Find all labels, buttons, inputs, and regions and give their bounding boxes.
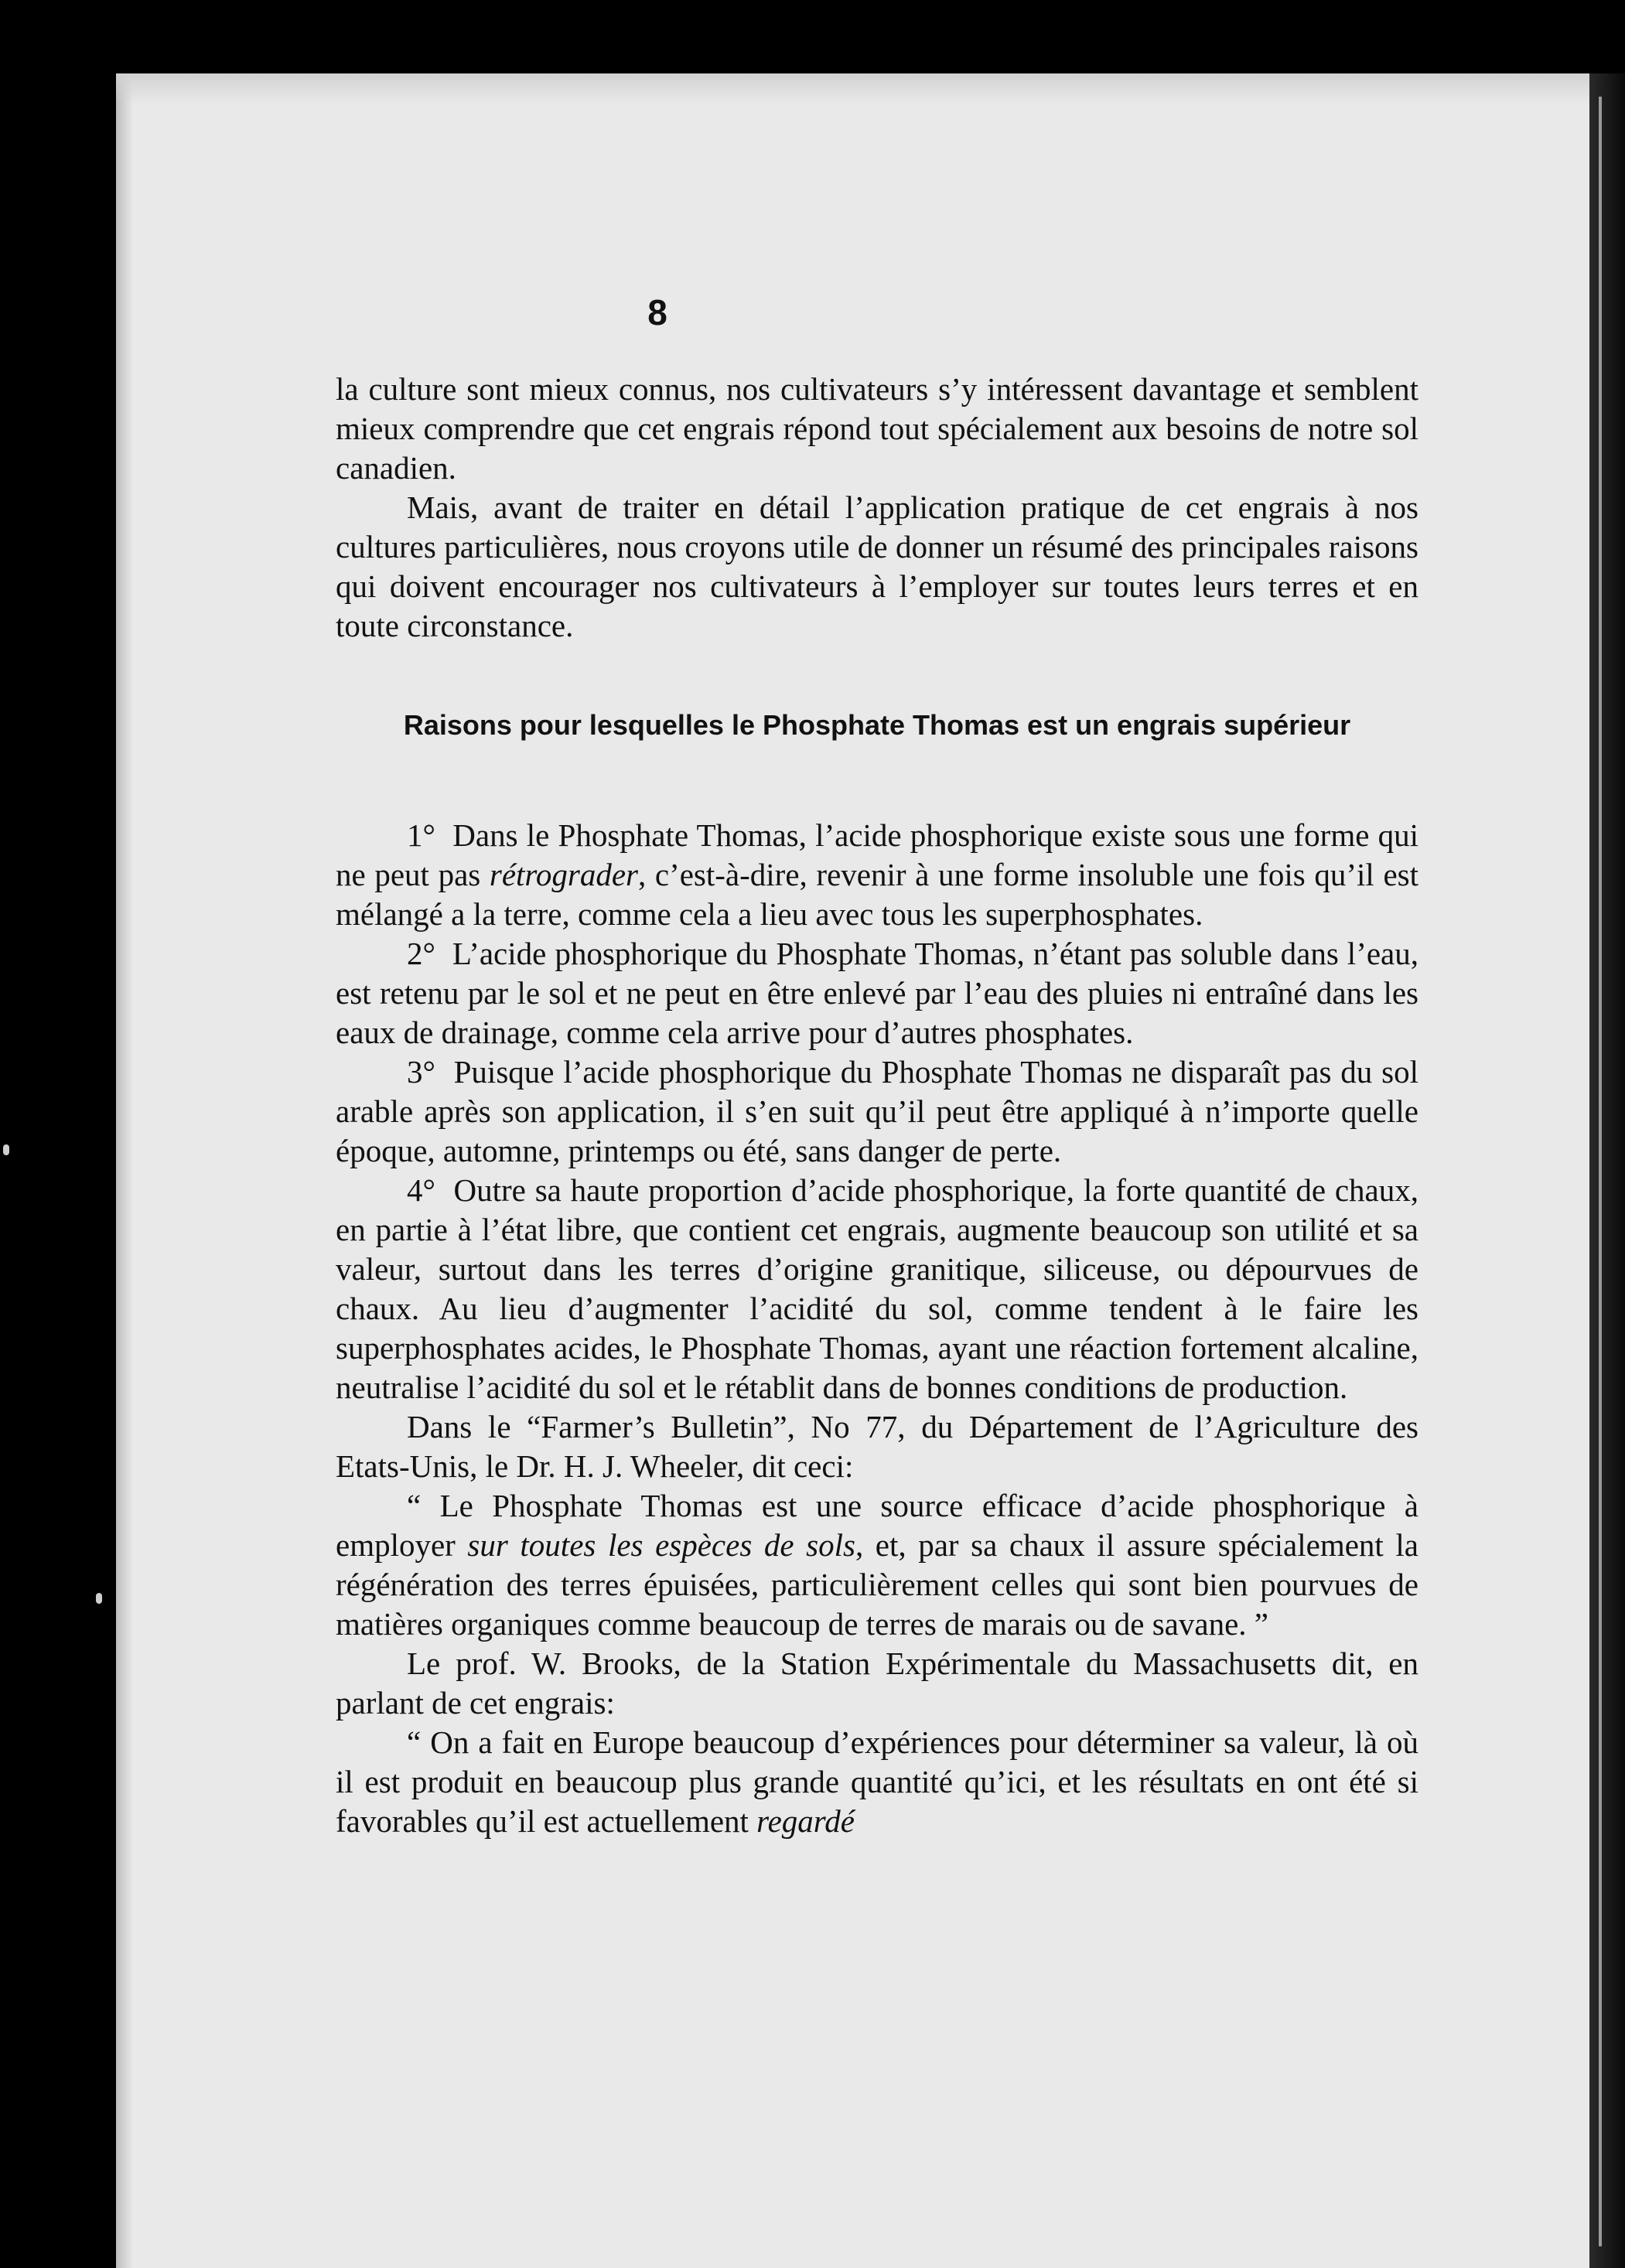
reason-text: L’acide phosphorique du Phosphate Thomas, n’étant pas soluble dans l’eau, est retenu par le sol et ne peut en être enlevé par l’eau des pluies ni entraîné dans les eaux de drainage, comme cela arrive pour d’autres phosphates. [336, 936, 1418, 1050]
brooks-intro: Le prof. W. Brooks, de la Station Expérimentale du Massachusetts dit, en parlant de cet engrais: [336, 1646, 1418, 1721]
page-binding-shadow [116, 73, 133, 2268]
reason-item [336, 1052, 1418, 1171]
reason-text: Outre sa haute proportion d’acide phosphorique, la forte quantité de chaux, en partie à l’état libre, que contient cet engrais, augmente beaucoup son utilité et sa valeur, surtout dans les terres d’origine granitique, siliceuse, ou dépourvues de chaux. Au lieu d’augmenter l’acidité du sol, comme tendent à le faire les superphosphates acides, le Phosphate Thomas, ayant une réaction fortement alcaline, neutralise l’acidité du sol et le rétablit dans de bonnes conditions de production. [336, 1172, 1418, 1405]
wheeler-intro: Dans le “Farmer’s Bulletin”, No 77, du Département de l’Agriculture des Etats-Unis, le Dr. H. J. Wheeler, dit ceci: [336, 1409, 1418, 1484]
quote-emphasis: regardé [756, 1803, 855, 1839]
reasons-section [336, 816, 1418, 1841]
reason-text: , c’est-à-dire, revenir à une forme insoluble une fois qu’il est mélangé a la terre, comme cela a lieu avec tous les superphosphates. [336, 857, 1418, 932]
reason-text: Dans le Phosphate Thomas, l’acide phosphorique existe sous une forme qui ne peut pas [336, 817, 1418, 892]
quote-emphasis: sur toutes les espèces de sols [467, 1527, 855, 1563]
reason-number: 1° [407, 817, 435, 853]
reason-text: Puisque l’acide phosphorique du Phosphate Thomas ne disparaît pas du sol arable après son application, il s’en suit qu’il peut être appliqué à n’importe quelle époque, automne, printemps ou été, sans danger de perte. [336, 1054, 1419, 1168]
page-top-shadow [116, 73, 1589, 104]
quote-text: , et, par sa chaux il assure spécialement la régénération des terres épuisées, particulièrement celles qui sont bien pourvues de matières organiques comme beaucoup de terres de marais ou de savane. ” [336, 1527, 1418, 1642]
margin-speck [3, 1144, 9, 1155]
intro-section [336, 370, 1418, 646]
margin-speck [96, 1593, 102, 1604]
intro-paragraph: Mais, avant de traiter en détail l’application pratique de cet engrais à nos cultures particulières, nous croyons utile de donner un résumé des principales raisons qui doivent encourager nos cultivateurs à l’employer sur toutes leurs terres et en toute circonstance. [336, 489, 1418, 643]
page-right-edge [1589, 73, 1625, 2268]
quote-text: “ On a fait en Europe beaucoup d’expériences pour déterminer sa valeur, là où il est produit en beaucoup plus grande quantité qu’ici, et les résultats en ont été si favorables qu’il est actuellement [336, 1724, 1418, 1839]
intro-paragraph: la culture sont mieux connus, nos cultivateurs s’y intéressent davantage et semblent mieux comprendre que cet engrais répond tout spécialement aux besoins de notre sol canadien. [336, 371, 1418, 486]
section-heading: Raisons pour lesquelles le Phosphate Thomas est un engrais supérieur [403, 709, 1351, 741]
reason-item [336, 934, 1418, 1052]
reason-item [336, 816, 1418, 934]
brooks-quote [336, 1723, 1418, 1841]
wheeler-quote [336, 1486, 1418, 1644]
reason-number: 2° [407, 936, 435, 971]
page-number: 8 [647, 292, 667, 333]
reason-item [336, 1171, 1418, 1407]
reason-number: 3° [407, 1054, 435, 1090]
reason-emphasis: rétrograder [489, 857, 638, 892]
quote-text: “ Le Phosphate Thomas est une source efficace d’acide phosphorique à employer [336, 1488, 1418, 1563]
reason-number: 4° [407, 1172, 435, 1208]
